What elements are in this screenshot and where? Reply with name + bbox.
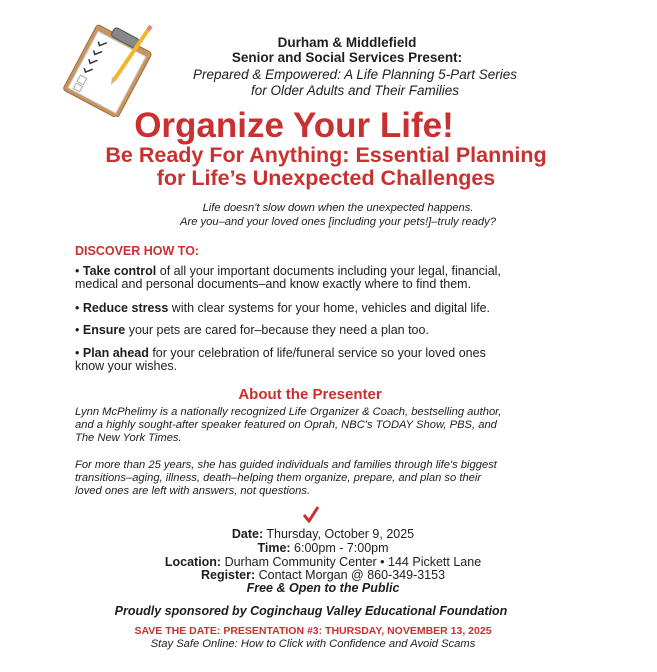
time-label: Time:: [257, 541, 291, 555]
free-admission: Free & Open to the Public: [246, 581, 400, 595]
org-line2: Senior and Social Services Present:: [231, 50, 463, 65]
bullet-bold: Plan ahead: [82, 346, 149, 360]
bio-line: loved ones are left with answers, not questions.: [75, 485, 311, 497]
time-value: 6:00pm - 7:00pm: [290, 541, 389, 555]
bullet-text: with clear systems for your home, vehicles and digital life.: [168, 301, 490, 315]
presenter-heading: About the Presenter: [238, 386, 382, 403]
list-item: • Plan ahead for your celebration of life/funeral service so your loved ones know your wishes.: [75, 346, 486, 373]
bullet-bold: Reduce stress: [82, 301, 169, 315]
org-line1: Durham & Middlefield: [277, 35, 417, 50]
date-value: Thursday, October 9, 2025: [263, 527, 415, 541]
subtitle-line2: for Life’s Unexpected Challenges: [156, 166, 496, 190]
register-label: Register:: [200, 568, 256, 582]
series-line1: Prepared & Empowered: A Life Planning 5-Part Series: [193, 67, 517, 82]
event-date: [232, 527, 414, 541]
discover-heading: DISCOVER HOW TO:: [75, 244, 200, 258]
list-item: • Reduce stress with clear systems for your home, vehicles and digital life.: [75, 301, 490, 315]
bio-line: and a highly sought-after speaker featured on Oprah, NBC's TODAY Show, PBS, and: [75, 419, 497, 431]
checkmark-icon: [302, 505, 320, 523]
tagline-line1: Life doesn't slow down when the unexpected happens.: [202, 202, 474, 214]
presenter-bio-2: [75, 459, 497, 498]
location-value: Durham Community Center • 144 Pickett Lane: [221, 555, 482, 569]
page-title: Organize Your Life!: [134, 106, 454, 145]
bullet-text: know your wishes.: [75, 359, 178, 373]
next-presentation-title: Stay Safe Online: How to Click with Confidence and Avoid Scams: [150, 638, 476, 650]
bullet-bold: Take control: [82, 264, 157, 278]
tagline-line2: Are you–and your loved ones [including your pets!]–truly ready?: [180, 216, 496, 228]
bio-line: The New York Times.: [75, 432, 182, 444]
bullet-text: your pets are cared for–because they need a plan too.: [125, 323, 429, 337]
list-item: • Ensure your pets are cared for–because they need a plan too.: [75, 323, 429, 337]
sponsor-line: Proudly sponsored by Coginchaug Valley Educational Foundation: [114, 604, 508, 618]
subtitle-line1: Be Ready For Anything: Essential Planning: [105, 143, 547, 167]
clipboard-checklist-icon: [52, 22, 167, 117]
bullet-text: medical and personal documents–and know exactly where to find them.: [75, 277, 472, 291]
location-label: Location:: [164, 555, 222, 569]
bullet-text: for your celebration of life/funeral service so your loved ones: [148, 346, 486, 360]
bullet-bold: Ensure: [82, 323, 126, 337]
event-register: [201, 568, 445, 582]
save-the-date: SAVE THE DATE: PRESENTATION #3: THURSDAY, NOVEMBER 13, 2025: [134, 625, 492, 637]
event-time: [257, 541, 388, 555]
series-line2: for Older Adults and Their Families: [250, 83, 460, 98]
date-label: Date:: [231, 527, 264, 541]
event-location: [165, 555, 481, 569]
bio-line: Lynn McPhelimy is a nationally recognized Life Organizer & Coach, bestselling author,: [75, 406, 502, 418]
register-value: Contact Morgan @ 860-349-3153: [255, 568, 446, 582]
bio-line: For more than 25 years, she has guided individuals and families through life's biggest: [75, 459, 497, 471]
bio-line: transitions–aging, illness, death–helping them organize, prepare, and plan so their: [75, 472, 482, 484]
presenter-bio-1: [75, 406, 501, 445]
list-item: • Take control of all your important documents including your legal, financial, medical and personal documents–and know exactly where to find them.: [75, 264, 501, 291]
bullet-text: of all your important documents including your legal, financial,: [156, 264, 501, 278]
